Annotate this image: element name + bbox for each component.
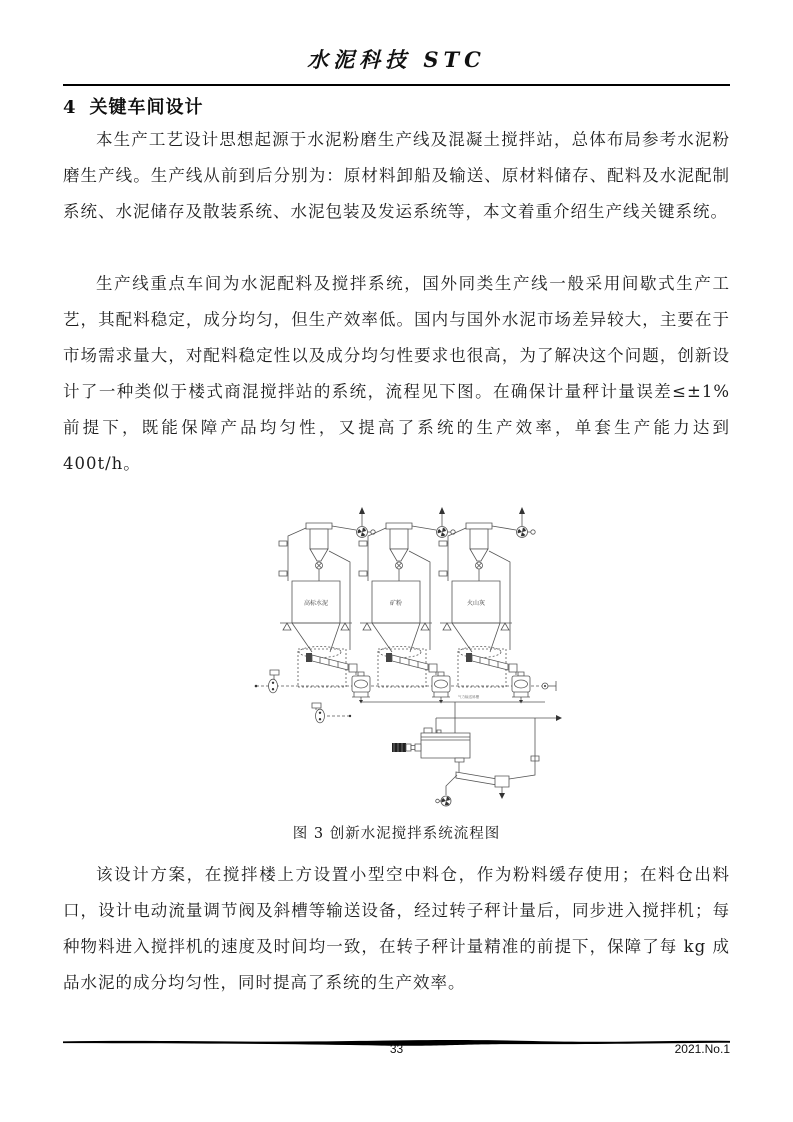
mixer-outlet	[455, 758, 464, 762]
issue-number: 2021.No.1	[674, 1042, 730, 1056]
section-heading	[63, 93, 204, 119]
instrument-tag-icon	[312, 703, 321, 708]
feed-unit-2	[359, 507, 455, 704]
feed-unit-3	[439, 507, 535, 704]
arrow-down-icon	[499, 793, 505, 799]
figure-caption: 图 3 创新水泥搅拌系统流程图	[292, 826, 501, 842]
section-number: 4	[63, 97, 76, 118]
journal-title: 水泥科技 STC	[307, 47, 486, 72]
instrument-tag-icon	[270, 670, 279, 675]
roots-blower-icon	[269, 679, 278, 693]
section-title: 关键车间设计	[89, 97, 204, 118]
process-flow-diagram	[248, 500, 578, 818]
tiny-equipment-label: 气力输送斜槽	[458, 695, 479, 699]
air-slide-chute	[456, 772, 497, 785]
silo-label-cement: 高标水泥	[303, 600, 329, 607]
silo-label-slag: 矿粉	[389, 600, 403, 607]
header-rule	[63, 84, 730, 86]
paragraph-2: 生产线重点车间为水泥配料及搅拌系统，国外同类生产线一般采用间歇式生产工艺，其配料稳定，成分均匀，但生产效率低。国内与国外水泥市场差异较大，主要在于市场需求量大，对配料稳定性以及成分均匀性要求也很高，为了解决这个问题，创新设计了一种类似于楼式商混搅拌站的系统，流程见下图。在确保计量秤计量误差≤±1%前提下，既能保障产品均匀性，又提高了系统的生产效率，单套生产能力达到 400t/h。	[63, 274, 730, 473]
paragraph-1: 本生产工艺设计思想起源于水泥粉磨生产线及混凝土搅拌站，总体布局参考水泥粉磨生产线。生产线从前到后分别为：原材料卸船及输送、原材料储存、配料及水泥配制系统、水泥储存及散装系统、水泥包装及发运系统等，本文着重介绍生产线关键系统。	[63, 130, 730, 221]
silo-label-pozzolan: 火山灰	[466, 600, 486, 607]
discharge-box	[495, 776, 509, 787]
fan-motor-icon	[436, 799, 440, 803]
arrow-right-icon	[556, 715, 562, 721]
paragraph-3: 该设计方案，在搅拌楼上方设置小型空中料仓，作为粉料缓存使用；在料仓出料口，设计电动流量调节阀及斜槽等输送设备，经过转子秤计量后，同步进入搅拌机；每种物料进入搅拌机的速度及时间均一致，在转子秤计量精准的前提下，保障了每 kg 成品水泥的成分均匀性，同时提高了系统的生产效率。	[63, 865, 730, 992]
roots-blower-icon	[316, 709, 325, 723]
page-number: 33	[389, 1042, 404, 1056]
